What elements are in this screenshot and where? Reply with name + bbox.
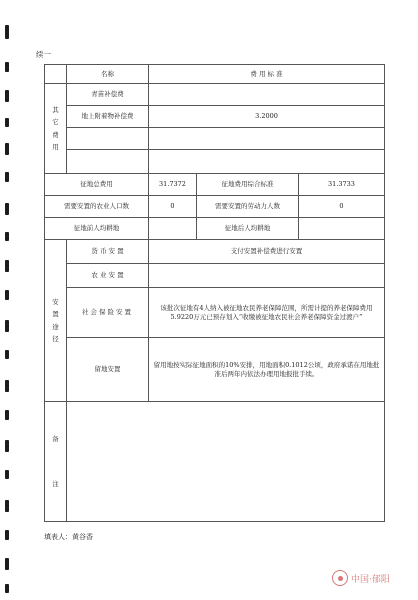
- emblem-icon: [332, 570, 348, 586]
- other-fee-value: [149, 150, 385, 174]
- other-fee-name: 地上附着物补偿费: [67, 106, 149, 128]
- other-fee-row: [45, 106, 385, 128]
- total-cost-label: 征地总费用: [45, 174, 149, 196]
- total-cost-row: [45, 174, 385, 196]
- other-fee-value: 3.2000: [149, 106, 385, 128]
- resettlement-detail: [149, 264, 385, 288]
- resettlement-type: 社会保险安置: [67, 288, 149, 338]
- per-capita-before-value: [149, 218, 197, 240]
- per-capita-row: [45, 218, 385, 240]
- farm-population-label: 需要安置的农业人口数: [45, 196, 149, 218]
- header-corner: [45, 65, 67, 84]
- punch-mark: [5, 172, 9, 182]
- resettlement-type: 留地安置: [67, 338, 149, 402]
- filler-name: 黄谷香: [72, 533, 93, 541]
- punch-mark: [5, 260, 9, 272]
- punch-mark: [5, 530, 9, 540]
- punch-mark: [5, 584, 9, 593]
- remarks-row: [45, 402, 385, 522]
- watermark-text: 中国·郁阳: [351, 574, 390, 585]
- resettlement-group-label: 安 置 途 径: [45, 240, 67, 402]
- remarks-value: [67, 402, 385, 522]
- punch-mark: [5, 118, 9, 127]
- total-cost-value: 31.7372: [149, 174, 197, 196]
- resettlement-type: 农 业 安 置: [67, 264, 149, 288]
- land-acquisition-form: [44, 64, 385, 522]
- other-fee-row: [45, 150, 385, 174]
- other-fee-name: [67, 128, 149, 150]
- other-fee-name: 青苗补偿费: [67, 84, 149, 106]
- punch-mark: [5, 90, 9, 102]
- form-filler: [44, 532, 93, 542]
- punch-mark: [5, 558, 9, 570]
- header-fee-standard: 费 用 标 准: [149, 65, 385, 84]
- header-name: 名称: [67, 65, 149, 84]
- resettlement-row: [45, 264, 385, 288]
- composite-standard-value: 31.3733: [299, 174, 385, 196]
- labor-count-label: 需要安置的劳动力人数: [197, 196, 299, 218]
- punch-mark: [5, 320, 9, 332]
- filler-label: 填表人：: [44, 533, 72, 541]
- population-row: [45, 196, 385, 218]
- punch-mark: [5, 380, 9, 392]
- punch-mark: [5, 203, 9, 215]
- per-capita-before-label: 征地前人均耕地: [45, 218, 149, 240]
- other-fee-value: [149, 128, 385, 150]
- continuation-label: 续一: [36, 50, 51, 59]
- other-fee-row: [45, 84, 385, 106]
- punch-mark: [5, 500, 9, 512]
- header-row: [45, 65, 385, 84]
- resettlement-row: [45, 338, 385, 402]
- punch-mark: [5, 232, 9, 241]
- per-capita-after-label: 征地后人均耕地: [197, 218, 299, 240]
- other-fee-row: [45, 128, 385, 150]
- other-fee-value: [149, 84, 385, 106]
- punch-mark: [5, 440, 9, 452]
- resettlement-row: [45, 288, 385, 338]
- punch-mark: [5, 290, 9, 300]
- resettlement-row: [45, 240, 385, 264]
- punch-mark: [5, 410, 9, 420]
- labor-count-value: 0: [299, 196, 385, 218]
- resettlement-detail: 支付安置补偿费进行安置: [149, 240, 385, 264]
- site-watermark: [332, 570, 390, 586]
- composite-standard-label: 征地费用综合标准: [197, 174, 299, 196]
- other-fee-name: [67, 150, 149, 174]
- resettlement-detail: 留用地按实际征地面积的10%安排，用地面积0.1012公顷，政府承诺在用地批准后两年内依法办理用地报批手续。: [149, 338, 385, 402]
- punch-mark: [5, 25, 9, 39]
- resettlement-detail: 该批次征地有4人纳入被征地农民养老保障范围，所需计提的养老保障费用5.9220万元已预存划入“收缴被征地农民社会养老保障资金过渡户”: [149, 288, 385, 338]
- farm-population-value: 0: [149, 196, 197, 218]
- punch-mark: [5, 350, 9, 359]
- resettlement-type: 货 币 安 置: [67, 240, 149, 264]
- other-fees-group-label: 其 它 费 用: [45, 84, 67, 174]
- punch-mark: [5, 143, 9, 155]
- punch-mark: [5, 470, 9, 479]
- remarks-label: 备 注: [45, 402, 67, 522]
- per-capita-after-value: [299, 218, 385, 240]
- punch-mark: [5, 62, 9, 72]
